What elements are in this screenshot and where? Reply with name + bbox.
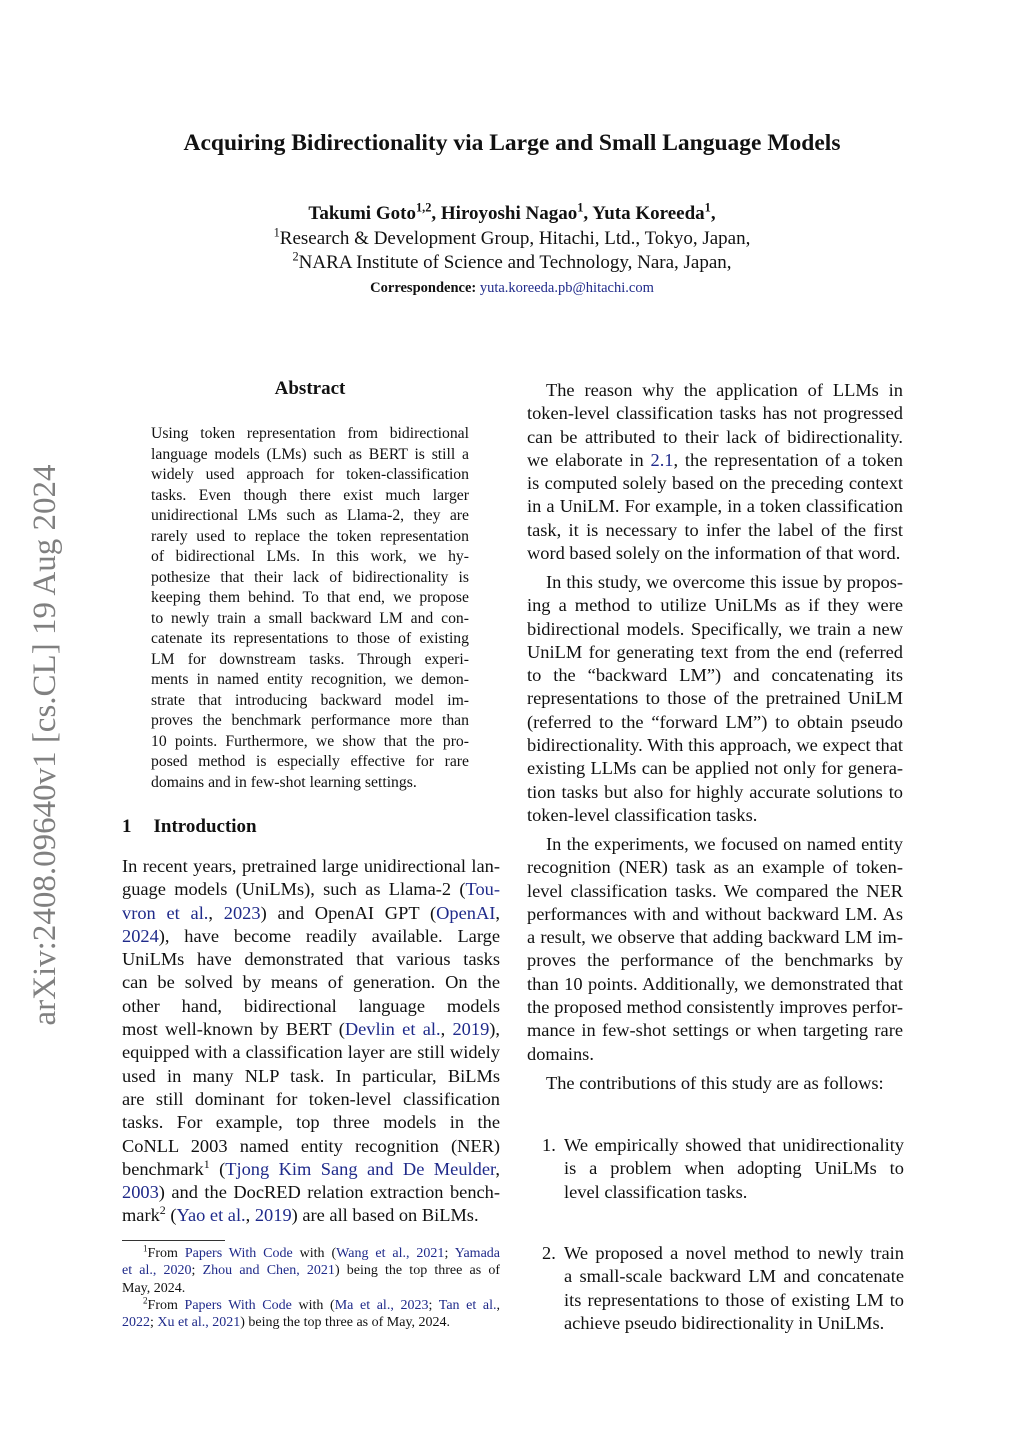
- text-segment: of bidirectional LMs. In this work, we hy-: [151, 548, 469, 565]
- text-line: [564, 1265, 904, 1288]
- citation-link[interactable]: Zhou and Chen, 2021: [202, 1263, 335, 1279]
- separator: ,: [431, 203, 441, 224]
- author-affiliation-mark: 1: [577, 200, 584, 215]
- text-segment: tion tasks but also for highly accurate solutions to: [527, 781, 903, 802]
- citation-link[interactable]: 2023: [223, 902, 261, 923]
- text-segment: posed method is especially effective for rare: [151, 753, 469, 770]
- separator: ,: [583, 203, 593, 224]
- text-segment: ) and OpenAI GPT (: [260, 902, 437, 923]
- text-segment: is a problem when adopting UniLMs to: [564, 1158, 904, 1179]
- text-line: [151, 609, 469, 630]
- citation-link[interactable]: vron et al.: [122, 902, 209, 923]
- text-segment: equipped with a classification layer are still widely: [122, 1042, 500, 1063]
- text-segment: proves the benchmark performance more than: [151, 712, 469, 729]
- text-segment: ),: [489, 1019, 500, 1040]
- citation-link[interactable]: Devlin et al.: [344, 1019, 441, 1040]
- text-segment: unidirectional LMs such as Llama-2, they are: [151, 507, 469, 524]
- affiliation: [0, 249, 1024, 274]
- author-affiliation-mark: 1,2: [415, 200, 432, 215]
- text-line: [527, 781, 903, 804]
- text-line: [122, 1314, 500, 1331]
- text-line: [527, 903, 903, 926]
- text-segment: the proposed method consistently improves perfor-: [527, 997, 903, 1018]
- text-line: [527, 880, 903, 903]
- text-segment: to the “backward LM”) and concatenating its: [527, 665, 903, 686]
- text-line: [122, 925, 500, 948]
- intro-paragraph: [122, 855, 500, 1228]
- text-segment: rarely used to replace the token representation: [151, 527, 469, 545]
- text-line: [527, 926, 903, 949]
- affiliation: [0, 225, 1024, 250]
- text-segment: a result, we observe that adding backward LM im-: [527, 927, 903, 948]
- text-segment: ), have become readily available. Large: [158, 925, 500, 946]
- text-segment: tasks. For example, top three models in the: [122, 1112, 500, 1133]
- footnote: [122, 1245, 500, 1297]
- text-segment: in a UniLM. For example, in a token classification: [527, 496, 903, 517]
- text-segment: is computed solely based on the preceding context: [527, 473, 903, 494]
- text-segment: May, 2024.: [122, 1280, 186, 1296]
- text-segment: ,: [245, 1205, 255, 1226]
- text-line: [527, 664, 903, 687]
- text-segment: UniLM for generating text from the end (referred: [527, 641, 903, 662]
- text-segment: In the experiments, we focused on named entity: [546, 834, 903, 854]
- text-line: [151, 465, 469, 486]
- body-paragraph: [527, 1072, 903, 1095]
- affiliation-mark: 2: [292, 249, 299, 264]
- text-line: [527, 804, 903, 827]
- text-segment: its representations to those of existing LM to: [564, 1289, 904, 1310]
- text-segment: bidirectional models. Specifically, we train a new: [527, 618, 903, 639]
- author-name: Takumi Goto: [308, 203, 416, 224]
- text-line: [151, 424, 469, 445]
- text-line: [564, 1134, 904, 1157]
- footnote-mark[interactable]: 1: [203, 1157, 210, 1171]
- text-segment: ) being the top three as of: [334, 1263, 500, 1279]
- text-line: [527, 542, 903, 565]
- text-line: [564, 1289, 904, 1312]
- citation-link[interactable]: 2.1: [650, 449, 674, 470]
- text-segment: (: [209, 1158, 226, 1179]
- citation-link[interactable]: 2003: [122, 1182, 159, 1203]
- text-line: [122, 1181, 500, 1204]
- text-segment: , the representation of a token: [673, 449, 903, 470]
- text-segment: existing LLMs can be applied not only for genera-: [527, 758, 903, 779]
- text-segment: ) being the top three as of May, 2024.: [240, 1315, 451, 1331]
- text-line: [122, 1297, 500, 1314]
- text-segment: used in many NLP task. In particular, BiLMs: [122, 1065, 500, 1086]
- text-segment: keeping them behind. To that end, we propose: [151, 589, 469, 606]
- text-segment: proves the performance of the benchmarks by: [527, 950, 903, 971]
- text-segment: to newly train a small backward LM and con-: [151, 609, 469, 627]
- author-list: [0, 200, 1024, 225]
- text-segment: ) and the DocRED relation extraction bench-: [158, 1182, 500, 1203]
- text-segment: ,: [495, 902, 500, 923]
- footnote-mark[interactable]: 2: [143, 1297, 148, 1306]
- text-segment: domains and in few-shot learning settings.: [151, 773, 417, 791]
- text-segment: (: [165, 1205, 177, 1226]
- text-segment: UniLMs have demonstrated that various tasks: [122, 949, 500, 970]
- text-line: [151, 773, 469, 794]
- text-segment: (referred to the “forward LM”) to obtain pseudo: [527, 711, 903, 732]
- text-line: [151, 670, 469, 691]
- list-marker: 2.: [542, 1243, 556, 1263]
- text-segment: We empirically showed that unidirectionality: [564, 1135, 904, 1155]
- text-line: [151, 711, 469, 732]
- affiliation-text: Research & Development Group, Hitachi, Ltd., Tokyo, Japan,: [279, 228, 751, 249]
- text-segment: benchmark: [122, 1158, 204, 1179]
- citation-link[interactable]: Papers With Code: [184, 1298, 292, 1313]
- text-segment: most well-known by BERT (: [122, 1019, 345, 1040]
- correspondence-label: Correspondence:: [370, 280, 477, 296]
- text-line: [151, 588, 469, 609]
- citation-link[interactable]: Yamada: [454, 1246, 500, 1261]
- text-segment: mark: [122, 1205, 160, 1226]
- text-line: [122, 1204, 500, 1227]
- text-line: [527, 973, 903, 996]
- footnote-mark[interactable]: 1: [143, 1245, 148, 1254]
- citation-link[interactable]: Tou-: [465, 879, 500, 900]
- text-segment: than 10 points. Additionally, we demonstrated that: [527, 973, 903, 994]
- citation-link[interactable]: Tjong Kim Sang and De Meulder: [225, 1158, 496, 1179]
- text-line: [527, 687, 903, 710]
- text-line: [151, 752, 469, 773]
- citation-link[interactable]: Wang et al., 2021: [336, 1246, 445, 1261]
- text-line: [122, 1262, 500, 1279]
- text-segment: The reason why the application of LLMs in: [546, 380, 903, 400]
- text-line: [122, 1065, 500, 1088]
- text-segment: representations to those of the pretrained UniLM: [527, 688, 903, 709]
- text-line: [122, 1135, 500, 1158]
- text-line: [122, 1018, 500, 1041]
- text-segment: word based solely on the information of that word.: [527, 543, 901, 564]
- footnote-rule: [122, 1240, 225, 1241]
- text-segment: From: [147, 1298, 185, 1313]
- text-line: [527, 495, 903, 518]
- affiliation-mark: 1: [273, 225, 280, 240]
- citation-link[interactable]: 2024: [122, 925, 159, 946]
- text-line: [527, 449, 903, 472]
- section-heading-introduction: [122, 816, 257, 838]
- list-marker: 1.: [542, 1135, 556, 1155]
- text-line: [151, 650, 469, 671]
- text-line: [527, 426, 903, 449]
- text-line: [122, 1280, 500, 1297]
- text-segment: are still dominant for token-level classification: [122, 1088, 500, 1109]
- text-line: [564, 1242, 904, 1265]
- separator: ,: [710, 203, 716, 224]
- text-segment: token-level classification tasks.: [527, 804, 758, 825]
- text-segment: guage models (UniLMs), such as Llama-2 (: [122, 879, 466, 900]
- text-line: [527, 711, 903, 734]
- text-line: [564, 1157, 904, 1180]
- section-title: Introduction: [153, 816, 257, 837]
- text-line: [151, 568, 469, 589]
- text-line: [151, 629, 469, 650]
- text-line: [151, 506, 469, 527]
- text-segment: strate that introducing backward model im-: [151, 691, 469, 709]
- text-line: [527, 571, 903, 594]
- abstract-text: [151, 424, 469, 793]
- body-paragraph: [527, 379, 903, 565]
- text-line: [122, 878, 500, 901]
- text-line: [122, 1088, 500, 1111]
- text-line: [122, 855, 500, 878]
- text-line: [122, 902, 500, 925]
- text-line: [527, 1072, 903, 1095]
- text-segment: ,: [496, 1298, 500, 1313]
- text-segment: ;: [191, 1263, 203, 1279]
- citation-link[interactable]: Papers With Code: [184, 1246, 293, 1261]
- citation-link[interactable]: Ma et al., 2023: [334, 1298, 429, 1313]
- text-line: [122, 948, 500, 971]
- text-line: [564, 1312, 904, 1335]
- text-segment: ments in named entity recognition, we demon-: [151, 671, 469, 688]
- text-line: [527, 1019, 903, 1042]
- text-segment: we elaborate in: [527, 449, 651, 470]
- text-line: [527, 519, 903, 542]
- text-segment: ,: [208, 902, 224, 923]
- text-segment: ;: [428, 1298, 439, 1313]
- text-segment: language models (LMs) such as BERT is still a: [151, 445, 469, 463]
- text-segment: with (: [292, 1246, 337, 1261]
- section-number: 1: [122, 816, 132, 837]
- text-line: [151, 486, 469, 507]
- text-line: [527, 402, 903, 425]
- text-segment: In this study, we overcome this issue by propos-: [546, 572, 903, 592]
- text-line: [527, 1043, 903, 1066]
- text-segment: 10 points. Furthermore, we show that the pro-: [151, 732, 469, 750]
- text-segment: ,: [495, 1158, 500, 1179]
- affiliation-text: NARA Institute of Science and Technology, Nara, Japan,: [298, 252, 732, 273]
- citation-link[interactable]: 2019: [452, 1019, 490, 1040]
- text-segment: with (: [291, 1298, 335, 1313]
- text-segment: achieve pseudo bidirectionality in UniLMs.: [564, 1312, 885, 1333]
- text-segment: ;: [150, 1315, 158, 1331]
- text-line: [527, 379, 903, 402]
- text-segment: In recent years, pretrained large unidirectional lan-: [122, 856, 500, 876]
- text-segment: token-level classification tasks has not progressed: [527, 403, 903, 424]
- body-paragraph: [527, 833, 903, 1066]
- paper-title: Acquiring Bidirectionality via Large and Small Language Models: [183, 130, 841, 156]
- citation-link[interactable]: Xu et al., 2021: [157, 1315, 241, 1331]
- footnote: [122, 1297, 500, 1332]
- text-line: [122, 971, 500, 994]
- text-line: [527, 472, 903, 495]
- citation-link[interactable]: 2022: [122, 1315, 150, 1331]
- text-line: [564, 1181, 904, 1204]
- text-segment: level classification tasks.: [564, 1181, 748, 1202]
- text-line: [122, 995, 500, 1018]
- text-line: [527, 996, 903, 1019]
- text-segment: bidirectionality. With this approach, we expect that: [527, 735, 903, 756]
- text-line: [527, 618, 903, 641]
- text-segment: mance in few-shot settings or when targeting rare: [527, 1020, 903, 1041]
- correspondence-email-link[interactable]: yuta.koreeda.pb@hitachi.com: [479, 280, 654, 296]
- text-segment: a small-scale backward LM and concatenate: [564, 1266, 904, 1287]
- citation-link[interactable]: OpenAI: [436, 902, 496, 923]
- text-segment: widely used approach for token-classification: [151, 466, 469, 483]
- citation-link[interactable]: Tan et al.: [438, 1298, 497, 1313]
- citation-link[interactable]: 2019: [254, 1205, 292, 1226]
- contribution-item: [564, 1242, 904, 1335]
- citation-link[interactable]: Yao et al.: [176, 1205, 246, 1226]
- text-line: [122, 1041, 500, 1064]
- text-segment: recognition (NER) task as an example of token-: [527, 857, 903, 878]
- abstract-heading: Abstract: [274, 378, 346, 399]
- text-segment: ;: [444, 1246, 455, 1261]
- text-segment: ing a method to utilize UniLMs as if they were: [527, 595, 903, 616]
- text-segment: ,: [440, 1019, 453, 1040]
- text-line: [527, 734, 903, 757]
- text-segment: can be solved by means of generation. On the: [122, 972, 500, 993]
- text-line: [151, 527, 469, 548]
- text-segment: Using token representation from bidirectional: [151, 425, 469, 442]
- text-segment: We proposed a novel method to newly train: [564, 1243, 904, 1263]
- text-line: [151, 445, 469, 466]
- text-line: [527, 833, 903, 856]
- text-line: [527, 757, 903, 780]
- text-line: [527, 641, 903, 664]
- footnote-mark[interactable]: 2: [159, 1204, 166, 1218]
- text-segment: catenate its representations to those of existing: [151, 630, 469, 647]
- text-line: [527, 856, 903, 879]
- text-line: [527, 594, 903, 617]
- author-affiliation-mark: 1: [704, 200, 711, 215]
- text-segment: From: [147, 1246, 185, 1261]
- text-line: [151, 547, 469, 568]
- correspondence: [0, 280, 1024, 297]
- text-segment: domains.: [527, 1043, 594, 1064]
- text-line: [122, 1158, 500, 1181]
- text-segment: performances with and without backward LM. As: [527, 903, 903, 924]
- text-segment: pothesize that their lack of bidirectionality is: [151, 568, 469, 586]
- text-segment: level classification tasks. We compared the NER: [527, 880, 903, 901]
- citation-link[interactable]: et al., 2020: [122, 1263, 192, 1279]
- text-segment: other hand, bidirectional language models: [122, 995, 500, 1016]
- text-line: [151, 691, 469, 712]
- text-segment: The contributions of this study are as follows:: [546, 1073, 884, 1093]
- text-segment: LM for downstream tasks. Through experi-: [151, 650, 469, 668]
- arxiv-identifier-stamp: arXiv:2408.09640v1 [cs.CL] 19 Aug 2024: [27, 464, 63, 1026]
- text-segment: CoNLL 2003 named entity recognition (NER): [122, 1135, 500, 1156]
- text-line: [122, 1245, 500, 1262]
- text-segment: ) are all based on BiLMs.: [291, 1205, 479, 1226]
- text-segment: tasks. Even though there exist much larger: [151, 486, 469, 504]
- text-line: [527, 949, 903, 972]
- body-paragraph: [527, 571, 903, 827]
- text-line: [122, 1111, 500, 1134]
- contribution-item: [564, 1134, 904, 1204]
- author-name: Hiroyoshi Nagao: [440, 203, 578, 224]
- text-line: [151, 732, 469, 753]
- text-segment: can be attributed to their lack of bidirectionality.: [527, 426, 903, 447]
- author-name: Yuta Koreeda: [592, 203, 705, 224]
- text-segment: task, it is necessary to infer the label of the first: [527, 519, 903, 540]
